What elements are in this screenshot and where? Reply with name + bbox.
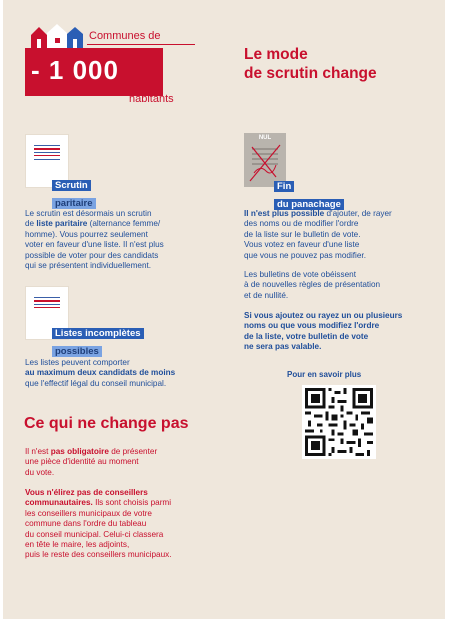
communes-de-label: Communes de — [89, 30, 161, 42]
communautaires-paragraph: Vous n'élirez pas de conseillers communautaires. Ils sont choisis parmi les conseillers municipaux de votre commune dans l'ordre du tableau du conseil municipal. Celui-ci classera en tête le maire, les adjoints, puis le reste des conseillers municipaux. — [25, 488, 172, 560]
fin-panachage-tag: Fin du panachage — [274, 176, 344, 212]
houses-icon — [29, 23, 85, 51]
listes-paragraph: Les listes peuvent comporter au maximum deux candidats de moins que l'effectif légal du conseil municipal. — [25, 358, 176, 388]
scrutin-paritaire-tag: Scrutin paritaire — [52, 175, 96, 211]
listes-incompletes-tag: Listes incomplètes possibles — [52, 323, 144, 359]
population-number: - 1 000 — [31, 55, 119, 85]
panachage-paragraph: Il n'est plus possible d'ajouter, de rayer des noms ou de modifier l'ordre de la liste sur le bulletin de vote. Vous votez en faveur d'une liste que vous ne pouvez pas modifier. — [244, 209, 392, 260]
nul-label: NUL — [258, 135, 272, 141]
leaflet-page — [3, 0, 445, 619]
more-info-label: Pour en savoir plus — [287, 370, 362, 379]
identity-paragraph: Il n'est pas obligatoire de présenter une pièce d'identité au moment du vote. — [25, 447, 158, 477]
scrutin-paragraph: Le scrutin est désormais un scrutin de liste paritaire (alternance femme/ homme). Vous pourrez seulement voter en faveur d'une liste. Il n'est plus possible de voter pour des candidats qui se présentent individuellement. — [25, 209, 164, 271]
header-divider — [87, 44, 195, 45]
qr-code[interactable] — [302, 385, 376, 459]
validity-paragraph: Si vous ajoutez ou rayez un ou plusieurs noms ou que vous modifiez l'ordre de la liste, votre bulletin de vote ne sera pas valable. — [244, 311, 403, 352]
title-line-2: de scrutin change — [244, 64, 377, 82]
title-line-1: Le mode — [244, 46, 308, 63]
page-title — [244, 46, 377, 83]
habitants-label: habitants — [129, 93, 174, 105]
unchanged-title: Ce qui ne change pas — [24, 415, 189, 432]
bulletins-paragraph: Les bulletins de vote obéissent à de nouvelles règles de présentation et de nullité. — [244, 270, 381, 300]
